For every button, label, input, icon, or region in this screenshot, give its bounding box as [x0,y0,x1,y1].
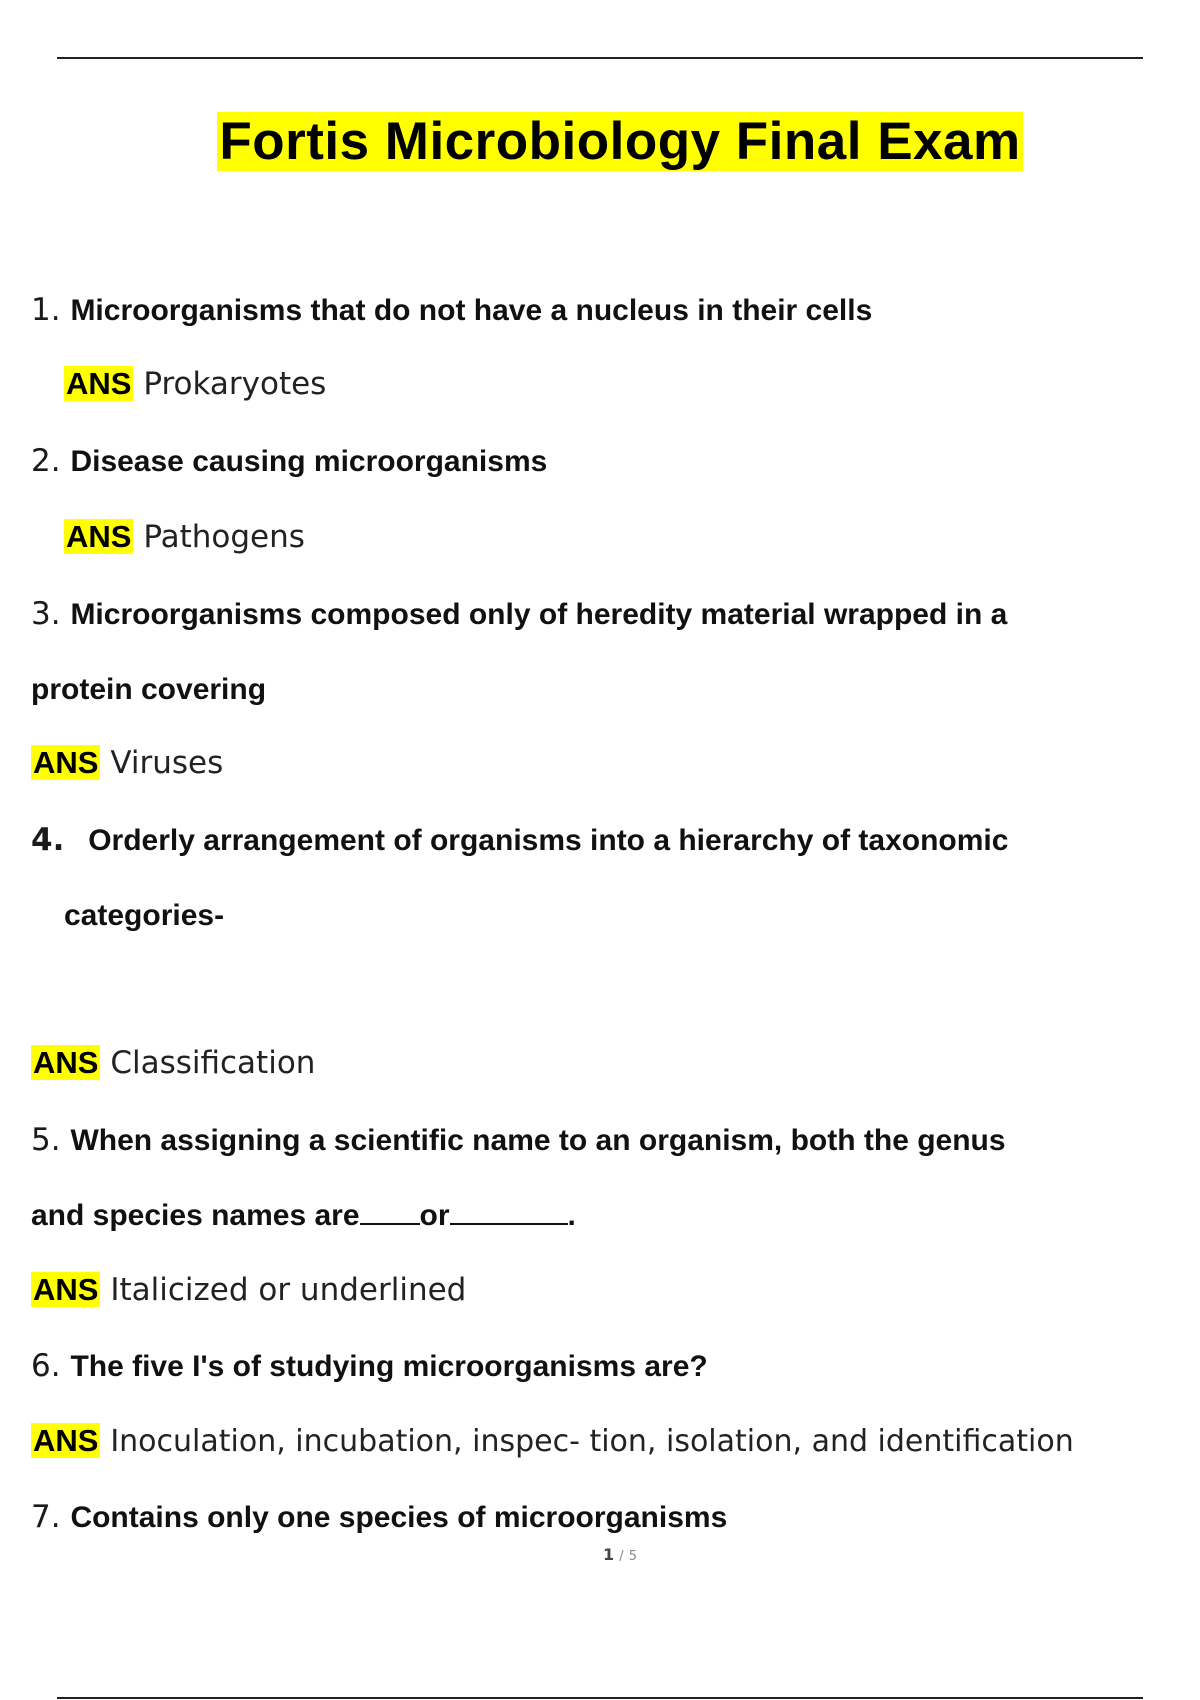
question-text: When assigning a scientific name to an organism, both the genus [70,1124,1006,1157]
question-text: protein covering [31,673,267,706]
question-text: Disease causing microorganisms [70,445,548,478]
question-4-continued [64,895,224,936]
ans-label: ANS [33,1272,99,1307]
question-number: 7. [31,1499,61,1535]
question-6 [31,1346,708,1387]
question-4 [31,820,1008,861]
question-number: 2. [31,443,61,479]
question-number: 1. [31,292,61,328]
answer-text: Classification [110,1045,316,1081]
bottom-rule [57,1697,1143,1699]
question-2 [31,441,547,482]
question-3 [31,594,1007,635]
question-5 [31,1120,1006,1161]
total-pages: 5 [628,1549,637,1564]
question-number: 6. [31,1348,61,1384]
answer-1 [64,364,326,404]
answer-text: Italicized or underlined [110,1272,467,1308]
page-indicator [0,1545,1200,1564]
fill-in-blank [450,1199,568,1225]
question-text: or [419,1199,450,1232]
question-text: categories- [64,899,225,932]
question-5-continued [31,1195,576,1236]
page-separator: / [619,1549,624,1564]
current-page: 1 [603,1545,615,1564]
question-text: Contains only one species of microorganisms [70,1501,728,1534]
answer-text: Inoculation, incubation, inspec- tion, isolation, and identification [110,1424,1074,1459]
answer-text: Viruses [110,745,224,781]
question-number: 3. [31,596,61,632]
answer-3 [31,743,223,783]
answer-6 [31,1421,1074,1462]
question-text: Microorganisms composed only of heredity material wrapped in a [70,598,1008,631]
question-text: Microorganisms that do not have a nucleus in their cells [70,294,873,327]
question-1 [31,290,872,331]
question-text: Orderly arrangement of organisms into a hierarchy of taxonomic [88,824,1009,857]
answer-4 [31,1043,315,1083]
answer-5 [31,1270,466,1310]
title-text: Fortis Microbiology Final Exam [219,112,1021,171]
question-text: and species names are [31,1199,360,1232]
question-7 [31,1497,727,1538]
ans-label: ANS [33,745,99,780]
question-number: 5. [31,1122,61,1158]
answer-2 [64,517,305,557]
answer-text: Pathogens [143,519,305,555]
question-text: . [567,1199,576,1232]
question-3-continued [31,669,266,710]
fill-in-blank [360,1199,420,1225]
question-number: 4. [31,822,65,858]
ans-label: ANS [66,519,132,554]
ans-label: ANS [33,1423,99,1458]
top-rule [57,57,1143,59]
question-text: The five I's of studying microorganisms are? [70,1350,708,1383]
ans-label: ANS [33,1045,99,1080]
answer-text: Prokaryotes [143,366,327,402]
page-title [0,110,1200,174]
ans-label: ANS [66,366,132,401]
